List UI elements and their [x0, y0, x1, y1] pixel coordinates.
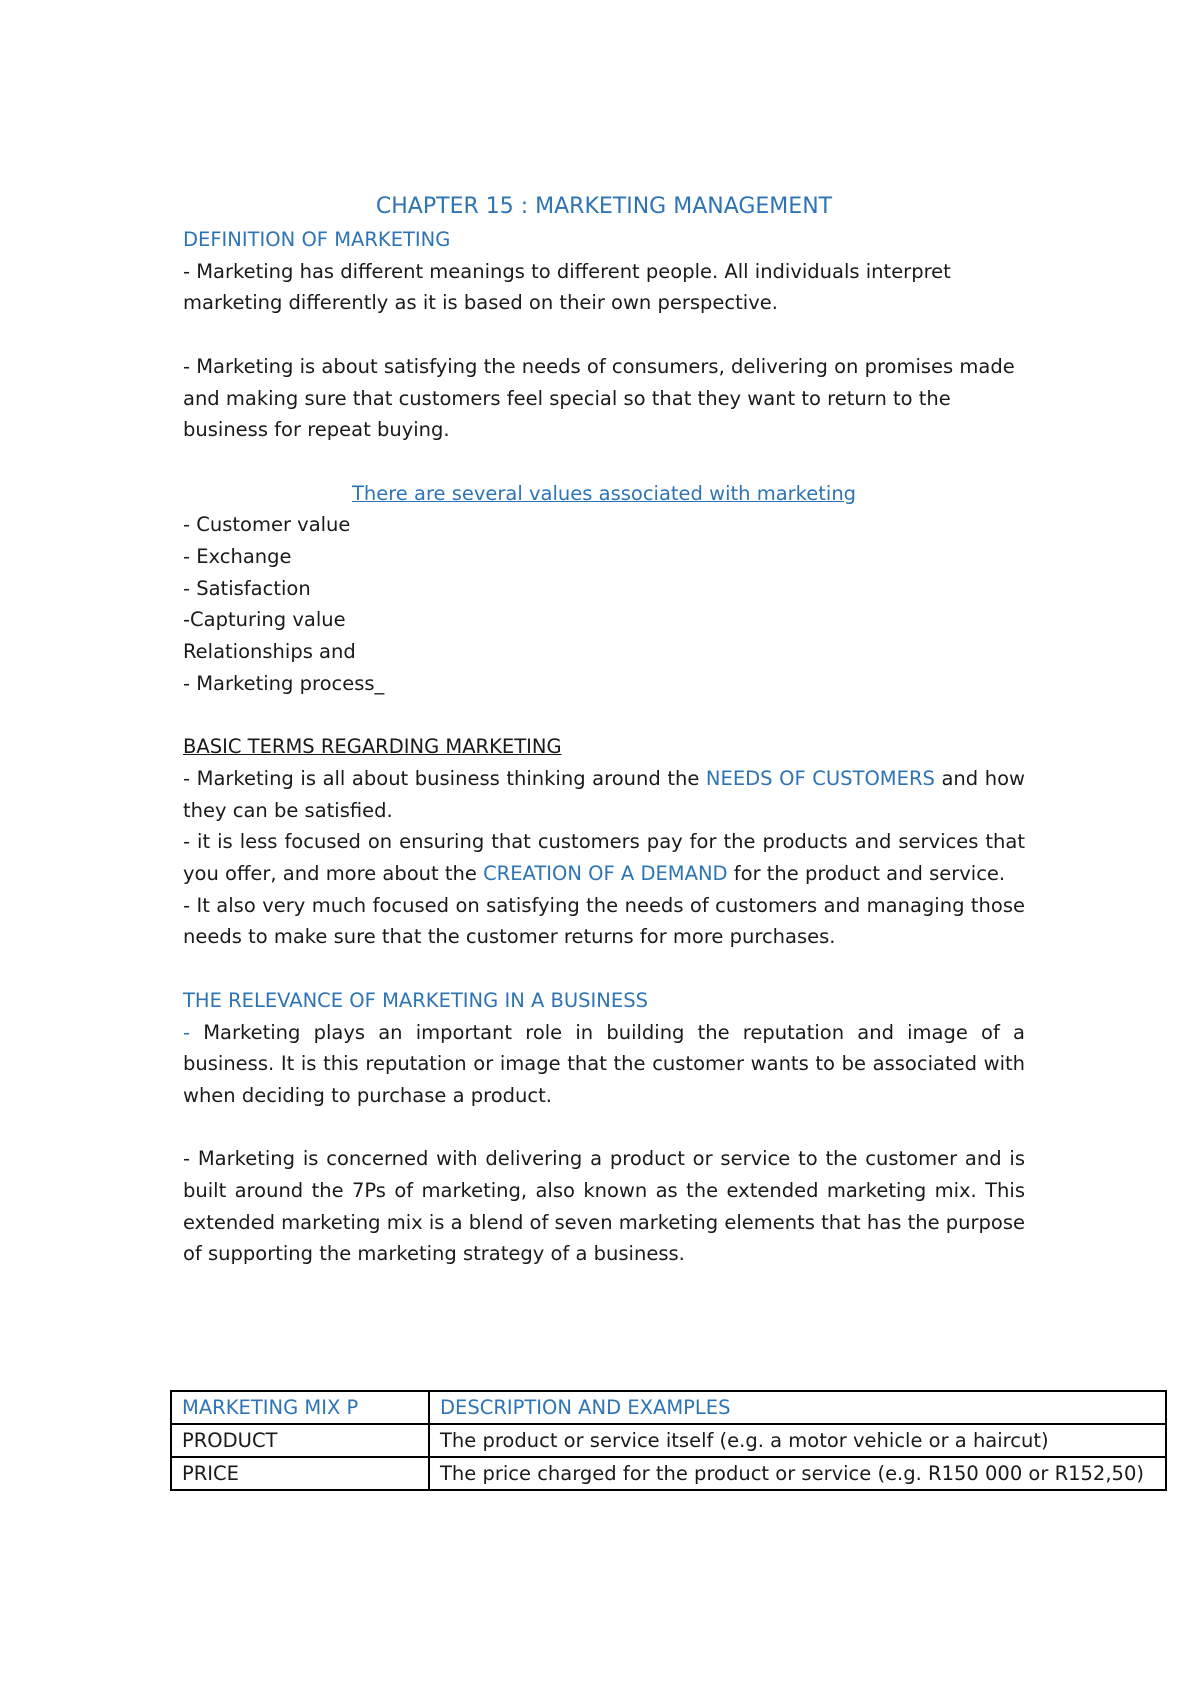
list-item: Relationships and: [183, 640, 356, 664]
highlight-creation-of-demand: CREATION OF A DEMAND: [483, 862, 728, 886]
table-cell: PRICE: [171, 1457, 429, 1490]
basic-terms-item-2: [183, 826, 1025, 889]
spacer: [183, 700, 1025, 732]
definition-heading: DEFINITION OF MARKETING: [183, 228, 451, 251]
table-header-cell: DESCRIPTION AND EXAMPLES: [429, 1391, 1166, 1424]
values-list: [183, 509, 1025, 699]
list-item: - Marketing process_: [183, 671, 385, 695]
table-row: [171, 1424, 1166, 1457]
page-title: CHAPTER 15 : MARKETING MANAGEMENT: [375, 194, 833, 219]
table-cell: The product or service itself (e.g. a motor vehicle or a haircut): [429, 1424, 1166, 1457]
relevance-paragraph-1: [183, 1017, 1025, 1112]
table-cell: The price charged for the product or service (e.g. R150 000 or R152,50): [429, 1457, 1166, 1490]
relevance-heading: THE RELEVANCE OF MARKETING IN A BUSINESS: [183, 988, 648, 1012]
highlight-needs-of-customers: NEEDS OF CUSTOMERS: [705, 766, 935, 790]
spacer: [183, 1112, 1025, 1144]
text-run: -: [183, 1020, 191, 1044]
values-heading: There are several values associated with marketing: [351, 481, 857, 505]
list-item: - Customer value: [183, 513, 351, 537]
text-run: and how they can be satisfied.: [183, 766, 1025, 822]
text-run: - Marketing is all about business thinking around the: [183, 766, 706, 790]
list-item: - Exchange: [183, 545, 292, 568]
text-run: Marketing plays an important role in building the reputation and image of a business. It is this reputation or image that the customer wants to be associated with when deciding to purchase a product.: [183, 1020, 1025, 1107]
table-cell: PRODUCT: [171, 1424, 429, 1457]
definition-paragraph-2: - Marketing is about satisfying the needs of consumers, delivering on promises made and making sure that customers feel special so that they want to return to the business for repeat buying.: [183, 354, 1015, 442]
spacer: [183, 953, 1025, 985]
definition-paragraph-1: - Marketing has different meanings to different people. All individuals interpret marketing differently as it is based on their own perspective.: [183, 259, 951, 315]
list-item: - Satisfaction: [183, 576, 311, 600]
marketing-mix-table: [170, 1390, 1167, 1491]
basic-terms-item-3: - It also very much focused on satisfying the needs of customers and managing those needs to make sure that the customer returns for more purchases.: [183, 893, 1025, 949]
spacer: [183, 319, 1025, 351]
document-page: [183, 192, 1025, 1270]
spacer: [183, 446, 1025, 478]
table-header-row: [171, 1391, 1166, 1424]
relevance-paragraph-2: - Marketing is concerned with delivering a product or service to the customer and is built around the 7Ps of marketing, also known as the extended marketing mix. This extended marketing mix is a blend of seven marketing elements that has the purpose of supporting the marketing strategy of a business.: [183, 1147, 1025, 1266]
text-run: - it is less focused on ensuring that customers pay for the products and services that you offer, and more about the: [183, 830, 1025, 886]
text-run: for the product and service.: [727, 862, 1006, 886]
basic-terms-heading: BASIC TERMS REGARDING MARKETING: [183, 735, 562, 759]
list-item: -Capturing value: [183, 608, 346, 632]
table-header-cell: MARKETING MIX P: [171, 1391, 429, 1424]
basic-terms-item-1: [183, 763, 1025, 826]
table-row: [171, 1457, 1166, 1490]
